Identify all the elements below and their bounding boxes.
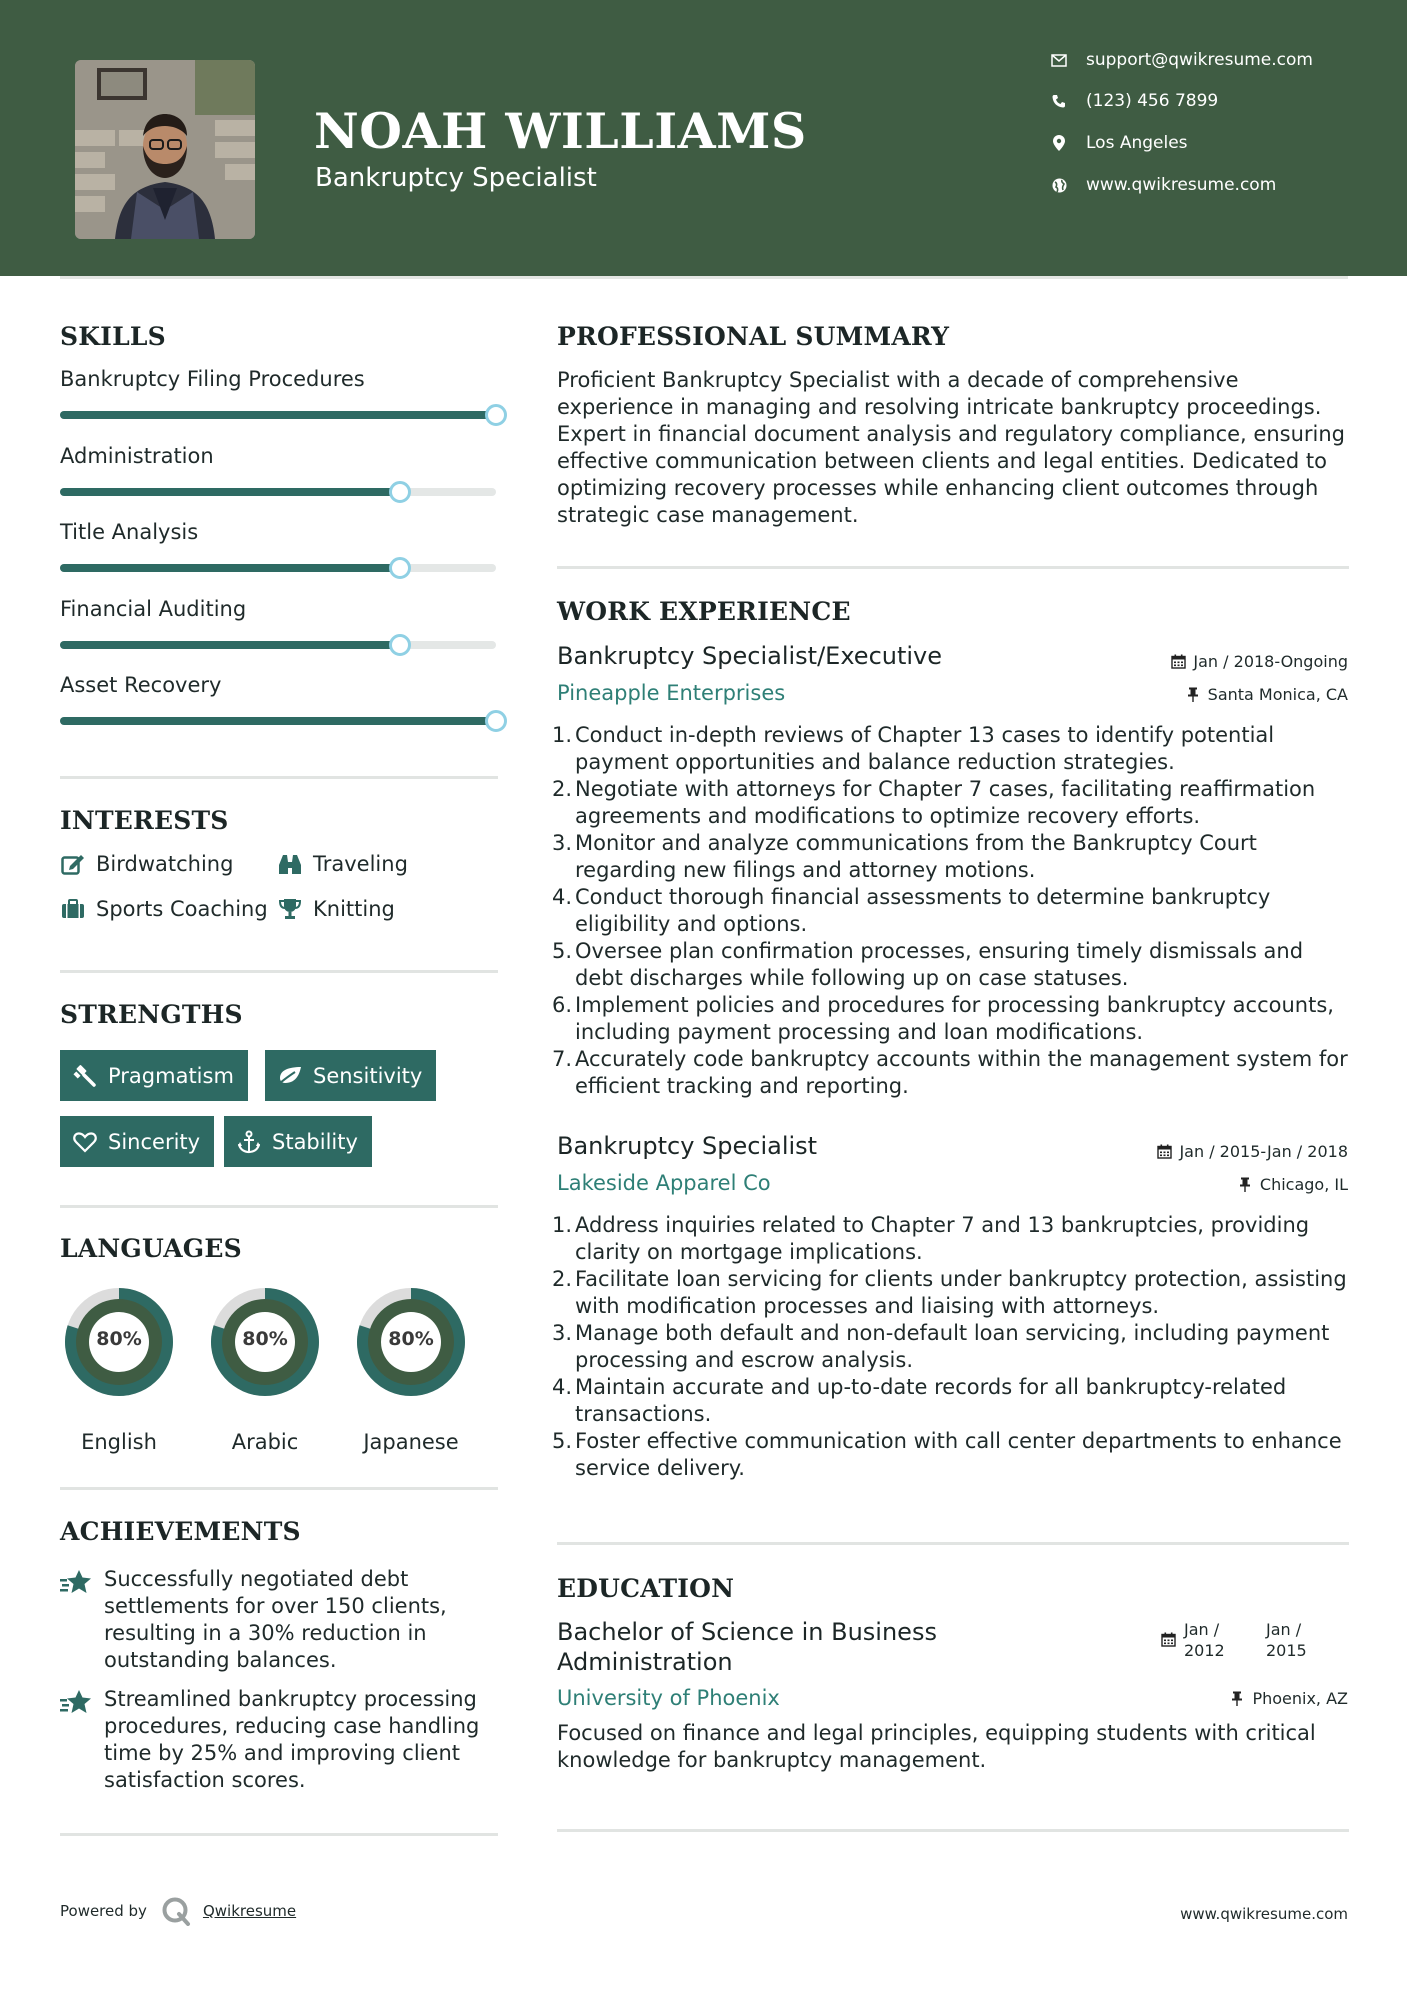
skills-heading: SKILLS	[60, 322, 166, 351]
section-divider	[60, 1487, 498, 1490]
skill-knob	[485, 710, 507, 732]
list-item: 3. Monitor and analyze communications from the Bankruptcy Court regarding new filings and attorney motions.	[551, 831, 1257, 882]
skill-name: Title Analysis	[60, 520, 199, 544]
skill-knob	[389, 481, 411, 503]
calendar-icon	[1156, 1144, 1172, 1160]
star-award-icon	[60, 1568, 92, 1596]
language-percent: 80%	[388, 1328, 434, 1350]
company-name: Lakeside Apparel Co	[557, 1171, 771, 1195]
skill-name: Administration	[60, 444, 214, 468]
skill-knob	[485, 404, 507, 426]
list-item: 2. Negotiate with attorneys for Chapter 7 cases, facilitating reaffirmation agreements and modifications to optimize recovery efforts.	[551, 777, 1316, 828]
calendar-icon	[1161, 1632, 1177, 1648]
skill-name: Financial Auditing	[60, 597, 247, 621]
phone-icon	[1050, 92, 1068, 110]
candidate-title: Bankruptcy Specialist	[315, 163, 597, 193]
list-item: 1. Conduct in-depth reviews of Chapter 13 cases to identify potential payment opportunities and balance reduction strategies.	[551, 723, 1275, 774]
skill-bar	[60, 411, 496, 419]
interest-item: Birdwatching	[60, 852, 233, 876]
language-percent: 80%	[96, 1328, 142, 1350]
contact-phone[interactable]: (123) 456 7899	[1050, 86, 1218, 116]
skill-name: Asset Recovery	[60, 673, 222, 697]
education-heading: EDUCATION	[557, 1574, 735, 1603]
binoculars-icon	[277, 852, 303, 876]
skill-bar	[60, 717, 496, 725]
strength-badge: Sensitivity	[265, 1050, 436, 1101]
edu-date-end: Jan / 2015	[1266, 1620, 1307, 1660]
envelope-icon	[1050, 51, 1068, 69]
list-item: 1. Address inquiries related to Chapter 7 and 13 bankruptcies, providing clarity on mortgage implications.	[551, 1213, 1310, 1264]
list-item: 2. Facilitate loan servicing for clients under bankruptcy protection, assisting with modification processes and liaising with attorneys.	[551, 1267, 1347, 1318]
section-divider	[60, 776, 498, 779]
strength-badge: Pragmatism	[60, 1050, 248, 1101]
degree-title-line1: Bachelor of Science in Business	[557, 1618, 937, 1646]
footer-url[interactable]: www.qwikresume.com	[1180, 1905, 1348, 1923]
skill-name: Bankruptcy Filing Procedures	[60, 367, 365, 391]
skill-knob	[389, 634, 411, 656]
edu-date-start: Jan / 2012	[1184, 1620, 1225, 1660]
pencil-square-icon	[60, 852, 86, 876]
pin-icon	[1229, 1691, 1245, 1707]
section-divider	[557, 1829, 1349, 1832]
section-divider	[60, 1833, 498, 1836]
section-divider	[557, 566, 1349, 569]
calendar-icon	[1170, 654, 1186, 670]
contact-website[interactable]: www.qwikresume.com	[1050, 170, 1276, 200]
contact-email[interactable]: support@qwikresume.com	[1050, 45, 1313, 75]
section-divider	[557, 1542, 1349, 1545]
header-divider	[60, 276, 1348, 279]
languages-heading: LANGUAGES	[60, 1234, 242, 1263]
list-item: 4. Conduct thorough financial assessments to determine bankruptcy eligibility and options.	[551, 885, 1271, 936]
school-location: Phoenix, AZ	[1229, 1689, 1348, 1708]
job-location: Chicago, IL	[1237, 1175, 1348, 1194]
list-item: 5. Foster effective communication with call center departments to enhance service delivery.	[551, 1429, 1342, 1480]
job-bullets	[551, 1212, 1357, 1482]
briefcase-icon	[60, 897, 86, 921]
profile-photo	[75, 60, 255, 239]
pin-icon	[1237, 1177, 1253, 1193]
strength-badge: Sincerity	[60, 1116, 214, 1167]
star-award-icon	[60, 1688, 92, 1716]
skill-bar	[60, 641, 496, 649]
list-item: 3. Manage both default and non-default loan servicing, including payment processing and escrow analysis.	[551, 1321, 1330, 1372]
list-item: 4. Maintain accurate and up-to-date records for all bankruptcy-related transactions.	[551, 1375, 1287, 1426]
list-item: 6. Implement policies and procedures for processing bankruptcy accounts, including payment processing and loan modifications.	[551, 993, 1334, 1044]
job-date: Jan / 2015-Jan / 2018	[1156, 1142, 1348, 1161]
section-divider	[60, 1205, 498, 1208]
list-item: 5. Oversee plan confirmation processes, ensuring timely dismissals and debt discharges while following up on case statuses.	[551, 939, 1304, 990]
language-name: Arabic	[231, 1430, 299, 1454]
summary-heading: PROFESSIONAL SUMMARY	[557, 322, 950, 351]
language-percent: 80%	[242, 1328, 288, 1350]
anchor-icon	[236, 1130, 262, 1154]
interest-item: Traveling	[277, 852, 408, 876]
school-name: University of Phoenix	[557, 1686, 780, 1710]
job-title: Bankruptcy Specialist	[557, 1132, 818, 1160]
skill-knob	[389, 557, 411, 579]
job-location: Santa Monica, CA	[1185, 685, 1348, 704]
contact-location: Los Angeles	[1050, 128, 1188, 158]
job-date: Jan / 2018-Ongoing	[1170, 652, 1348, 671]
education-description: Focused on finance and legal principles, equipping students with critical knowledge for bankruptcy management.	[557, 1721, 1316, 1772]
interest-item: Knitting	[277, 897, 395, 921]
powered-by-label: Powered by	[60, 1902, 147, 1920]
strength-badge: Stability	[224, 1116, 372, 1167]
language-name: English	[81, 1430, 157, 1454]
pin-icon	[1185, 687, 1201, 703]
language-name: Japanese	[363, 1430, 459, 1454]
gavel-icon	[72, 1064, 98, 1088]
list-item: 7. Accurately code bankruptcy accounts within the management system for efficient tracking and reporting.	[551, 1047, 1348, 1098]
degree-title-line2: Administration	[557, 1648, 733, 1676]
achievements-heading: ACHIEVEMENTS	[60, 1517, 301, 1546]
map-marker-icon	[1050, 134, 1068, 152]
company-name: Pineapple Enterprises	[557, 681, 786, 705]
leaf-icon	[277, 1064, 303, 1088]
candidate-name: NOAH WILLIAMS	[314, 102, 807, 160]
interest-item: Sports Coaching	[60, 897, 268, 921]
globe-icon	[1050, 176, 1068, 194]
skill-bar	[60, 488, 496, 496]
trophy-icon	[277, 897, 303, 921]
experience-heading: WORK EXPERIENCE	[557, 597, 851, 626]
footer-branding	[60, 1896, 296, 1926]
strengths-heading: STRENGTHS	[60, 1000, 243, 1029]
qwikresume-link[interactable]: Qwikresume	[202, 1902, 297, 1920]
job-bullets	[551, 722, 1357, 1100]
interests-heading: INTERESTS	[60, 806, 229, 835]
job-title: Bankruptcy Specialist/Executive	[557, 642, 943, 670]
skill-bar	[60, 564, 496, 572]
heart-icon	[72, 1130, 98, 1154]
summary-text: Proficient Bankruptcy Specialist with a decade of comprehensive experience in managing and resolving intricate bankruptcy proceedings. Expert in financial document analysis and regulatory compliance, ensuring effective communication between clients and legal entities. Dedicated to optimizing recovery processes while enhancing client outcomes through strategic case management.	[557, 368, 1345, 527]
qwikresume-logo-icon	[161, 1896, 191, 1926]
section-divider	[60, 970, 498, 973]
resume-header	[0, 0, 1407, 276]
